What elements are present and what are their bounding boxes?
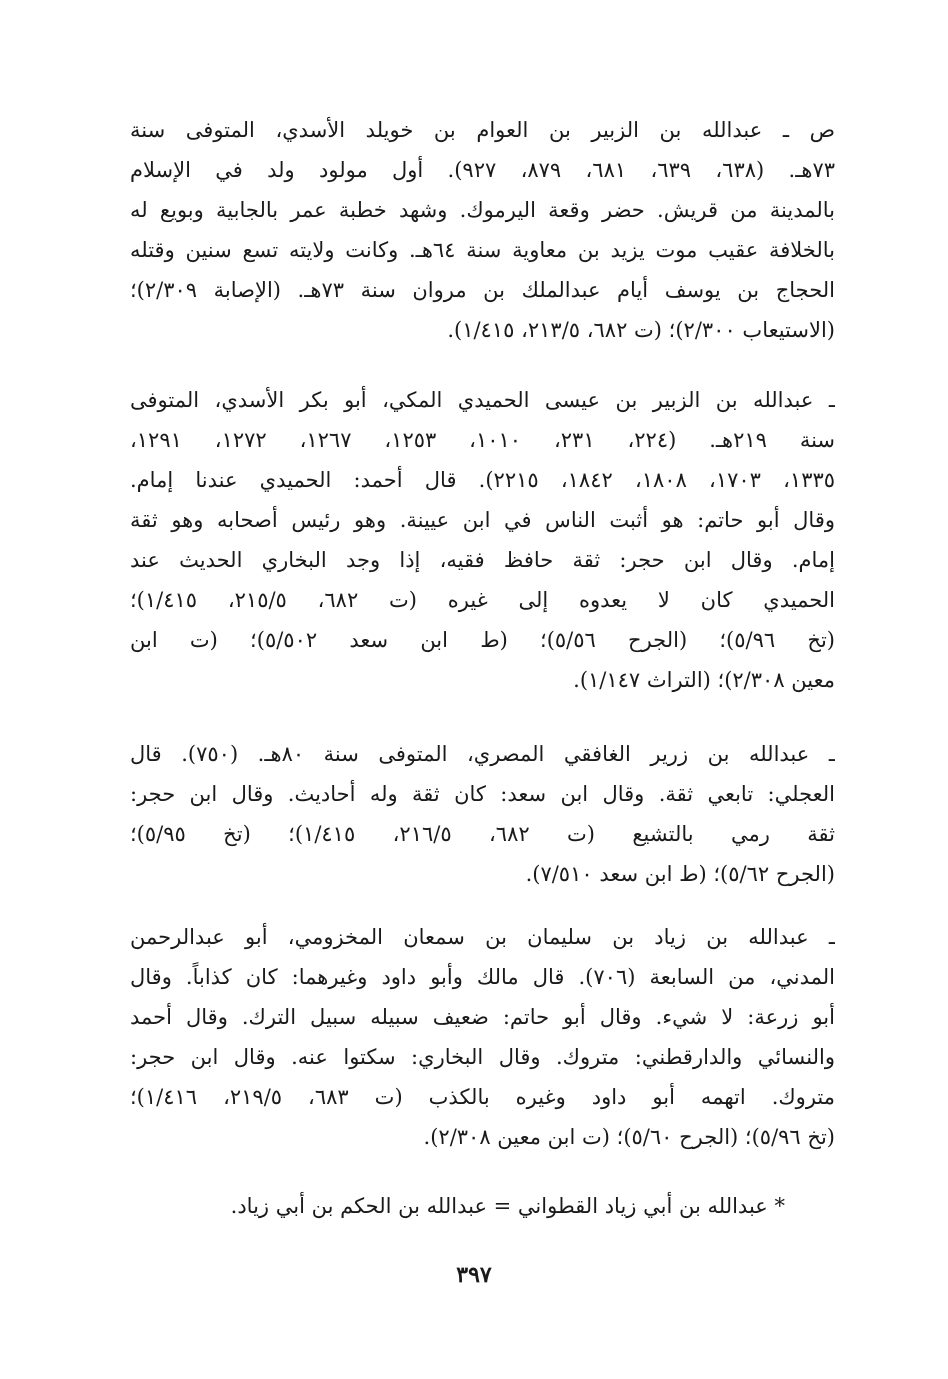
entry-line: سنة ٢١٩هـ. (٢٢٤، ٢٣١، ١٠١٠، ١٢٥٣، ١٢٦٧، ١٢٧٢، ١٢٩١، xyxy=(130,428,835,452)
entry-line: (تخ ٥/٩٦)؛ (الجرح ٥/٥٦)؛ (ط ابن سعد ٥/٥٠٢)؛ (ت ابن xyxy=(130,628,835,652)
cross-reference-note: * عبدالله بن أبي زياد القطواني = عبدالله بن الحكم بن أبي زياد. xyxy=(230,1194,785,1218)
entry-line: (الاستيعاب ٢/٣٠٠)؛ (ت ٦٨٢، ٢١٣/٥، ١/٤١٥). xyxy=(447,318,835,342)
entry-line: ـ عبدالله بن الزبير بن عيسى الحميدي المكي، أبو بكر الأسدي، المتوفى xyxy=(130,388,835,412)
entry-line: معين ٢/٣٠٨)؛ (التراث ١/١٤٧). xyxy=(573,668,835,692)
entry-line: بالخلافة عقيب موت يزيد بن معاوية سنة ٦٤هـ. وكانت ولايته تسع سنين وقتله xyxy=(130,238,835,262)
biography-entry xyxy=(130,917,835,1157)
biography-entry xyxy=(130,380,835,700)
entry-line: ثقة رمي بالتشيع (ت ٦٨٢، ٢١٦/٥، ١/٤١٥)؛ (تخ ٥/٩٥)؛ xyxy=(130,822,835,846)
biography-entry xyxy=(130,110,835,350)
biography-entry xyxy=(130,734,835,894)
entry-line: إمام. وقال ابن حجر: ثقة حافظ فقيه، إذا وجد البخاري الحديث عند xyxy=(130,548,835,572)
entry-line: متروك. اتهمه أبو داود وغيره بالكذب (ت ٦٨٣، ٢١٩/٥، ١/٤١٦)؛ xyxy=(130,1085,835,1109)
entry-line: ـ عبدالله بن زرير الغافقي المصري، المتوفى سنة ٨٠هـ. (٧٥٠). قال xyxy=(130,742,835,766)
entry-line: وقال أبو حاتم: هو أثبت الناس في ابن عيينة. وهو رئيس أصحابه وهو ثقة xyxy=(130,508,835,532)
entry-line: بالمدينة من قريش. حضر وقعة اليرموك. وشهد خطبة عمر بالجابية وبويع له xyxy=(130,198,835,222)
entry-line: ـ عبدالله بن زياد بن سليمان بن سمعان المخزومي، أبو عبدالرحمن xyxy=(130,925,835,949)
entry-line: (تخ ٥/٩٦)؛ (الجرح ٥/٦٠)؛ (ت ابن معين ٢/٣٠٨). xyxy=(423,1125,835,1149)
entry-line: أبو زرعة: لا شيء. وقال أبو حاتم: ضعيف سبيله سبيل الترك. وقال أحمد xyxy=(130,1005,835,1029)
entry-line: ١٣٣٥، ١٧٠٣، ١٨٠٨، ١٨٤٢، ٢٢١٥). قال أحمد: الحميدي عندنا إمام. xyxy=(130,468,835,492)
entry-line: ص ـ عبدالله بن الزبير بن العوام بن خويلد الأسدي، المتوفى سنة xyxy=(130,118,835,142)
entry-line: العجلي: تابعي ثقة. وقال ابن سعد: كان ثقة وله أحاديث. وقال ابن حجر: xyxy=(130,782,835,806)
entry-line: ٧٣هـ. (٦٣٨، ٦٣٩، ٦٨١، ٨٧٩، ٩٢٧). أول مولود ولد في الإسلام xyxy=(130,158,835,182)
page-number: ٣٩٧ xyxy=(456,1262,492,1288)
entry-line: الحجاج بن يوسف أيام عبدالملك بن مروان سنة ٧٣هـ. (الإصابة ٢/٣٠٩)؛ xyxy=(130,278,835,302)
entry-line: والنسائي والدارقطني: متروك. وقال البخاري: سكتوا عنه. وقال ابن حجر: xyxy=(130,1045,835,1069)
entry-line: الحميدي كان لا يعدوه إلى غيره (ت ٦٨٢، ٢١٥/٥، ١/٤١٥)؛ xyxy=(130,588,835,612)
entry-line: المدني، من السابعة (٧٠٦). قال مالك وأبو داود وغيرهما: كان كذاباً. وقال xyxy=(130,965,835,989)
entry-line: (الجرح ٥/٦٢)؛ (ط ابن سعد ٧/٥١٠). xyxy=(525,862,835,886)
